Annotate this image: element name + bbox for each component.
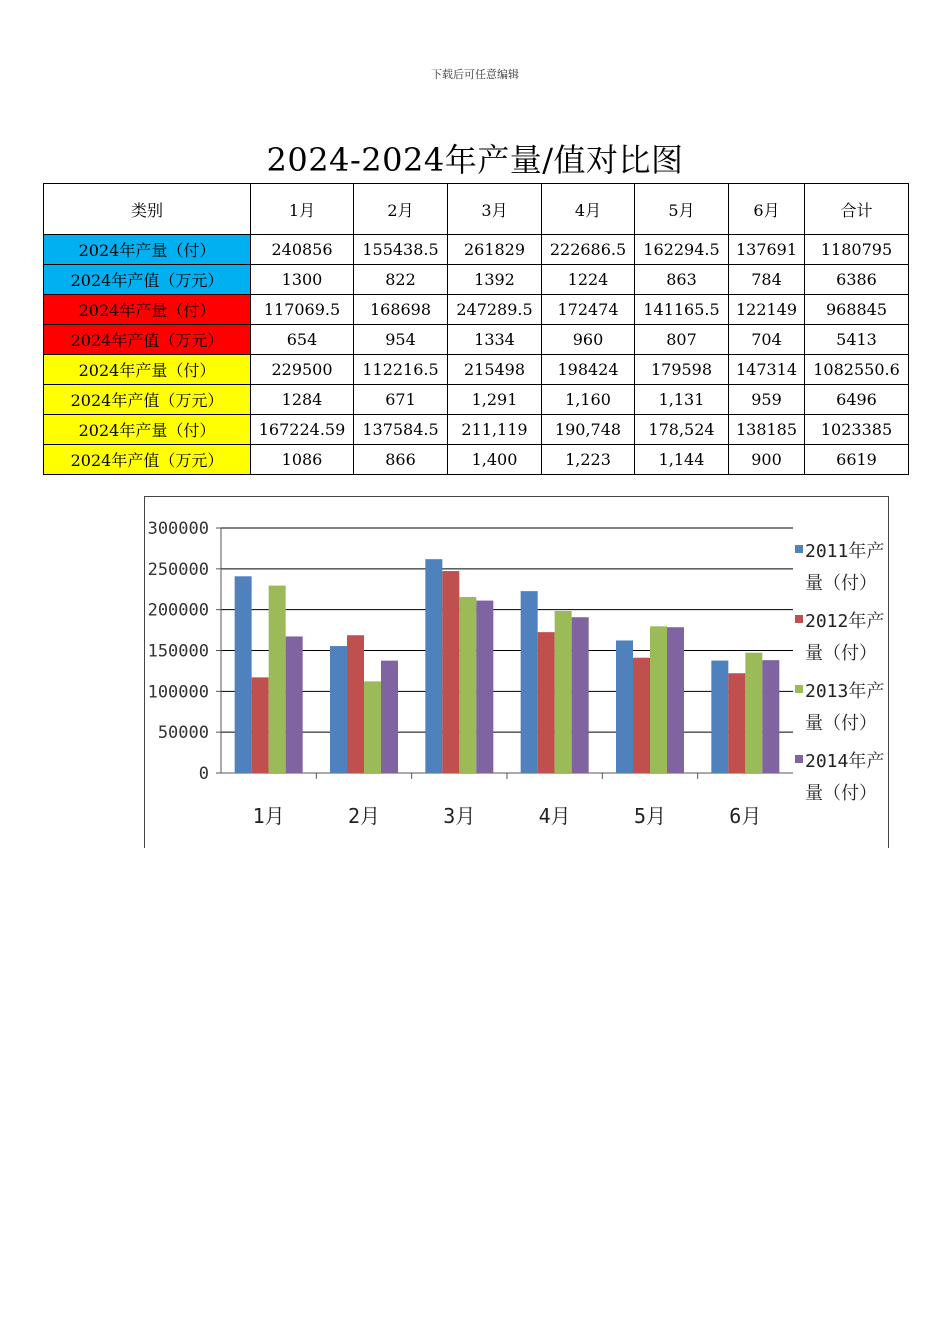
- y-tick-label: 250000: [147, 559, 209, 580]
- table-cell: 211,119: [448, 415, 542, 445]
- y-tick-label: 50000: [157, 723, 209, 744]
- bar: [667, 627, 684, 773]
- table-cell: 654: [251, 325, 354, 355]
- table-cell: 6496: [805, 385, 909, 415]
- table-cell: 968845: [805, 295, 909, 325]
- table-cell: 112216.5: [354, 355, 448, 385]
- table-cell: 172474: [542, 295, 635, 325]
- bar: [745, 653, 762, 773]
- bar: [286, 636, 303, 773]
- table-row: [44, 385, 909, 415]
- table-cell: 784: [729, 265, 805, 295]
- legend-label: 量（付）: [805, 783, 877, 804]
- table-cell: 138185: [729, 415, 805, 445]
- bar-chart: [145, 497, 888, 848]
- x-tick-label: 2月: [347, 804, 381, 828]
- row-label: 2024年产量（付）: [44, 415, 251, 445]
- header-apr: 4月: [542, 184, 635, 235]
- table-cell: 179598: [635, 355, 729, 385]
- bar: [538, 632, 555, 773]
- table-cell: 1284: [251, 385, 354, 415]
- table-cell: 822: [354, 265, 448, 295]
- table-cell: 807: [635, 325, 729, 355]
- row-label: 2024年产值（万元）: [44, 445, 251, 475]
- y-tick-label: 100000: [147, 682, 209, 703]
- header-may: 5月: [635, 184, 729, 235]
- table-cell: 863: [635, 265, 729, 295]
- legend-label: 量（付）: [805, 573, 877, 594]
- legend-swatch: [795, 545, 803, 553]
- table-cell: 1,160: [542, 385, 635, 415]
- table-header-row: [44, 184, 909, 235]
- legend-swatch: [795, 755, 803, 763]
- table-cell: 704: [729, 325, 805, 355]
- legend-label: 2014年产: [805, 751, 885, 772]
- bar: [633, 658, 650, 773]
- bar: [330, 646, 347, 773]
- table-row: [44, 325, 909, 355]
- table-cell: 190,748: [542, 415, 635, 445]
- header-note: 下载后可任意编辑: [431, 68, 519, 81]
- table-cell: 198424: [542, 355, 635, 385]
- bar: [572, 617, 589, 773]
- table-row: [44, 235, 909, 265]
- table-cell: 866: [354, 445, 448, 475]
- table-cell: 5413: [805, 325, 909, 355]
- table-cell: 178,524: [635, 415, 729, 445]
- x-tick-label: 1月: [252, 804, 285, 828]
- legend-label: 量（付）: [805, 713, 877, 734]
- y-tick-label: 300000: [147, 519, 209, 539]
- legend-label: 2013年产: [805, 681, 885, 702]
- bar: [762, 660, 779, 773]
- bar: [425, 559, 442, 773]
- header-mar: 3月: [448, 184, 542, 235]
- header-feb: 2月: [354, 184, 448, 235]
- row-label: 2024年产量（付）: [44, 355, 251, 385]
- legend-swatch: [795, 685, 803, 693]
- table-cell: 1300: [251, 265, 354, 295]
- table-cell: 215498: [448, 355, 542, 385]
- header-jan: 1月: [251, 184, 354, 235]
- table-row: [44, 265, 909, 295]
- bar: [347, 635, 364, 773]
- legend-label: 2011年产: [805, 541, 885, 562]
- y-tick-label: 200000: [147, 600, 209, 621]
- table-cell: 247289.5: [448, 295, 542, 325]
- row-label: 2024年产量（付）: [44, 295, 251, 325]
- table-cell: 1082550.6: [805, 355, 909, 385]
- table-cell: 6619: [805, 445, 909, 475]
- table-cell: 222686.5: [542, 235, 635, 265]
- y-tick-label: 0: [198, 764, 209, 784]
- table-cell: 1023385: [805, 415, 909, 445]
- table-cell: 1224: [542, 265, 635, 295]
- legend-label: 量（付）: [805, 643, 877, 664]
- table-cell: 122149: [729, 295, 805, 325]
- bar: [728, 673, 745, 773]
- table-cell: 141165.5: [635, 295, 729, 325]
- table-cell: 168698: [354, 295, 448, 325]
- table-cell: 959: [729, 385, 805, 415]
- bar: [269, 586, 286, 773]
- bar: [252, 677, 269, 773]
- table-cell: 1,291: [448, 385, 542, 415]
- table-cell: 167224.59: [251, 415, 354, 445]
- header-total: 合计: [805, 184, 909, 235]
- y-tick-label: 150000: [147, 641, 209, 662]
- table-cell: 1392: [448, 265, 542, 295]
- table-cell: 137691: [729, 235, 805, 265]
- chart-container: [144, 496, 889, 848]
- x-tick-label: 3月: [443, 804, 476, 828]
- table-cell: 117069.5: [251, 295, 354, 325]
- table-cell: 1,223: [542, 445, 635, 475]
- bar: [521, 591, 538, 773]
- table-row: [44, 415, 909, 445]
- table-cell: 1,144: [635, 445, 729, 475]
- header-category: 类别: [44, 184, 251, 235]
- table-cell: 1086: [251, 445, 354, 475]
- table-cell: 137584.5: [354, 415, 448, 445]
- bar: [555, 611, 572, 773]
- table-cell: 671: [354, 385, 448, 415]
- legend-swatch: [795, 615, 803, 623]
- table-row: [44, 445, 909, 475]
- table-cell: 261829: [448, 235, 542, 265]
- bar: [235, 576, 252, 773]
- table-cell: 240856: [251, 235, 354, 265]
- x-tick-label: 4月: [538, 804, 571, 828]
- bar: [442, 571, 459, 773]
- table-cell: 1334: [448, 325, 542, 355]
- row-label: 2024年产值（万元）: [44, 325, 251, 355]
- table-cell: 960: [542, 325, 635, 355]
- table-cell: 900: [729, 445, 805, 475]
- table-row: [44, 295, 909, 325]
- table-cell: 1,131: [635, 385, 729, 415]
- table-cell: 155438.5: [354, 235, 448, 265]
- bar: [476, 601, 493, 773]
- table-cell: 6386: [805, 265, 909, 295]
- page-title: 2024-2024年产量/值对比图: [266, 141, 684, 179]
- production-table: [43, 183, 909, 475]
- row-label: 2024年产量（付）: [44, 235, 251, 265]
- bar: [381, 661, 398, 773]
- table-cell: 229500: [251, 355, 354, 385]
- table-cell: 162294.5: [635, 235, 729, 265]
- table-cell: 1,400: [448, 445, 542, 475]
- row-label: 2024年产值（万元）: [44, 385, 251, 415]
- header-jun: 6月: [729, 184, 805, 235]
- table-row: [44, 355, 909, 385]
- bar: [364, 681, 381, 773]
- legend-label: 2012年产: [805, 611, 885, 632]
- table-cell: 1180795: [805, 235, 909, 265]
- table-cell: 954: [354, 325, 448, 355]
- bar: [459, 597, 476, 773]
- row-label: 2024年产值（万元）: [44, 265, 251, 295]
- x-tick-label: 5月: [633, 804, 667, 828]
- bar: [616, 640, 633, 773]
- table-cell: 147314: [729, 355, 805, 385]
- x-tick-label: 6月: [729, 804, 762, 828]
- bar: [711, 661, 728, 773]
- bar: [650, 626, 667, 773]
